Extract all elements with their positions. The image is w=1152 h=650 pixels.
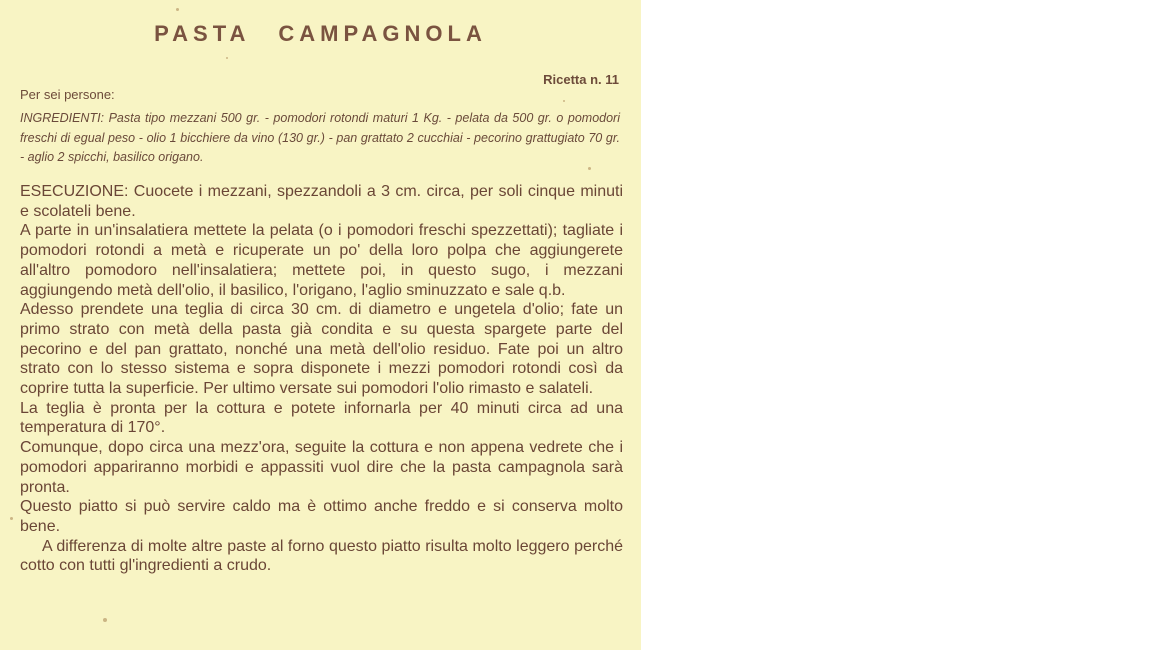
title-word-1: PASTA: [154, 21, 251, 46]
paper-speck: [176, 8, 179, 11]
recipe-number: Ricetta n. 11: [543, 72, 619, 87]
recipe-title: [0, 21, 641, 47]
method-paragraph: La teglia è pronta per la cottura e potete infornarla per 40 minuti circa ad una temperatura di 170°.: [20, 399, 623, 437]
paper-speck: [10, 517, 13, 520]
ingredients-block: [20, 109, 620, 168]
method-paragraph: Adesso prendete una teglia di circa 30 cm. di diametro e ungetela d'olio; fate un primo strato con metà della pasta già condita e su questa spargete parte del pecorino e del pan grattato, nonché una metà dell'olio residuo. Fate poi un altro strato con lo stesso sistema e sopra disponete i mezzi pomodori rotondi così da coprire tutta la superficie. Per ultimo versate sui pomodori l'olio rimasto e salateli.: [20, 301, 623, 398]
title-word-2: CAMPAGNOLA: [278, 21, 487, 46]
paper-speck: [563, 100, 565, 102]
method-paragraph: Questo piatto si può servire caldo ma è ottimo anche freddo e si conserva molto bene.: [20, 498, 623, 535]
ingredients-text: Pasta tipo mezzani 500 gr. - pomodori rotondi maturi 1 Kg. - pelata da 500 gr. o pomodori freschi di egual peso - olio 1 bicchiere da vino (130 gr.) - pan grattato 2 cucchiai - pecorino grattugiato 70 gr. - aglio 2 spicchi, basilico origano.: [20, 111, 620, 164]
paper-speck: [588, 167, 591, 170]
ingredients-label: INGREDIENTI:: [20, 111, 105, 125]
paper-speck: [103, 618, 107, 622]
method-paragraph: A parte in un'insalatiera mettete la pelata (o i pomodori freschi spezzettati); tagliate i pomodori rotondi a metà e ricuperate un po' della loro polpa che aggiungerete all'altro pomodoro nell'insalatiera; mettete poi, in questo sugo, i mezzani aggiungendo metà dell'olio, il basilico, l'origano, l'aglio sminuzzato e sale q.b.: [20, 222, 623, 299]
method-paragraph: Comunque, dopo circa una mezz'ora, seguite la cottura e non appena vedrete che i pomodori appariranno morbidi e appassiti vuol dire che la pasta campagnola sarà pronta.: [20, 439, 623, 496]
method-block: [20, 182, 623, 576]
paper-speck: [226, 57, 228, 59]
servings-line: Per sei persone:: [20, 87, 115, 102]
method-paragraph: ESECUZIONE: Cuocete i mezzani, spezzandoli a 3 cm. circa, per soli cinque minuti e scolateli bene.: [20, 183, 623, 220]
method-paragraph: A differenza di molte altre paste al forno questo piatto risulta molto leggero perché cotto con tutti gl'ingredienti a crudo.: [20, 537, 623, 575]
